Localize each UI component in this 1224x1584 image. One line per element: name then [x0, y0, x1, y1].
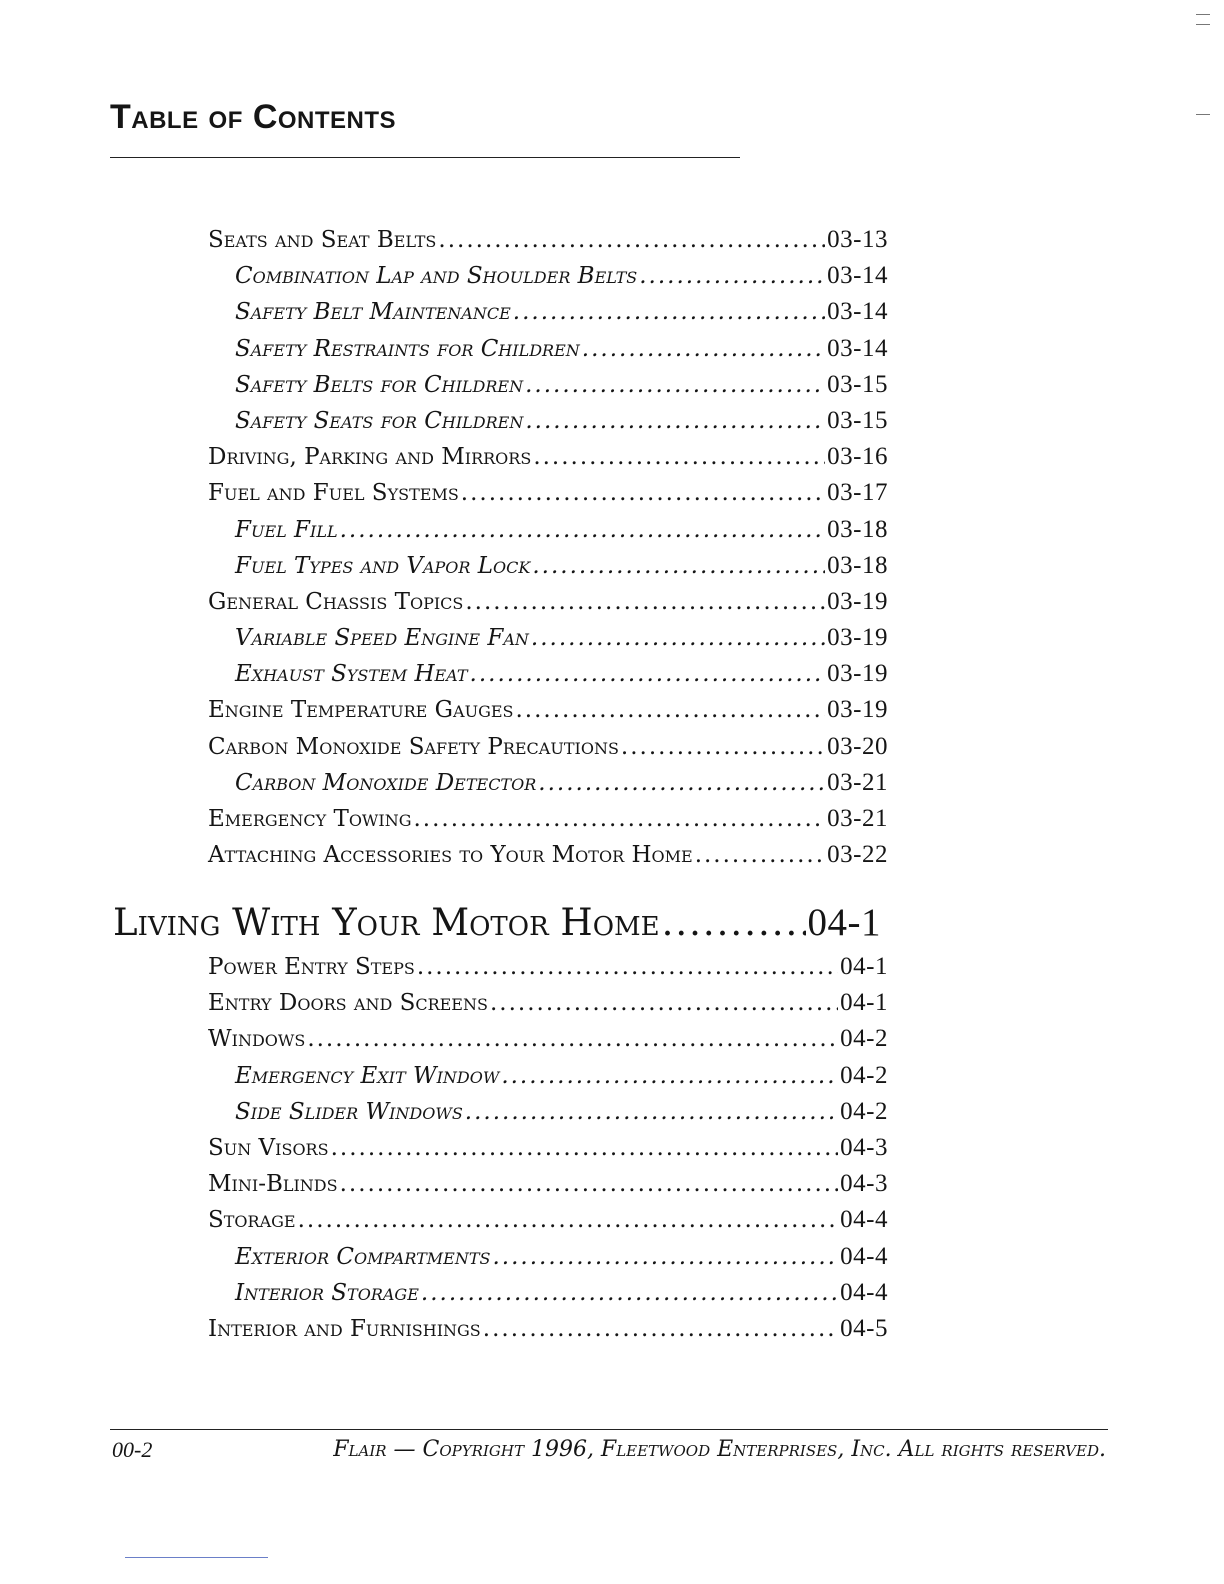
toc-entry-title: Fuel Types and Vapor Lock — [235, 552, 531, 579]
toc-entry-page: 03-18 — [827, 551, 888, 579]
toc-entry[interactable] — [208, 222, 888, 258]
section-title: Living With Your Motor Home — [113, 901, 660, 944]
toc-entry-page: 03-22 — [827, 841, 888, 869]
toc-entry-title: Mini-Blinds — [208, 1171, 338, 1198]
margin-mark — [1196, 14, 1210, 15]
toc-entry-page: 03-14 — [827, 262, 888, 290]
toc-entry-title: Driving, Parking and Mirrors — [208, 444, 532, 471]
toc-entry-title: Carbon Monoxide Safety Precautions — [208, 733, 619, 760]
dot-leader — [533, 439, 825, 475]
toc-entry-page: 04-4 — [840, 1206, 888, 1234]
dot-leader — [417, 949, 838, 985]
title-divider — [110, 157, 740, 158]
toc-entry-page: 03-18 — [827, 515, 888, 543]
toc-entry[interactable] — [208, 1021, 888, 1057]
toc-entry[interactable] — [208, 949, 888, 985]
toc-entry-title: Safety Restraints for Children — [235, 335, 580, 362]
dot-leader — [421, 1275, 838, 1311]
toc-entry[interactable] — [208, 367, 888, 403]
toc-entry[interactable] — [208, 1202, 888, 1238]
toc-entry-page: 03-16 — [827, 443, 888, 471]
toc-entry-title: Combination Lap and Shoulder Belts — [235, 263, 638, 290]
toc-entry[interactable] — [208, 403, 888, 439]
toc-list-chapter-3 — [208, 222, 888, 873]
toc-entry-page: 03-15 — [827, 406, 888, 434]
dot-leader — [695, 837, 825, 873]
dot-leader — [465, 1094, 838, 1130]
toc-entry-page: 04-4 — [840, 1242, 888, 1270]
page-title: Table of Contents — [110, 98, 397, 136]
toc-entry-page: 03-15 — [827, 370, 888, 398]
toc-entry[interactable] — [208, 475, 888, 511]
toc-entry-title: Fuel and Fuel Systems — [208, 480, 459, 507]
toc-entry-page: 04-4 — [840, 1278, 888, 1306]
dot-leader — [525, 403, 825, 439]
toc-entry[interactable] — [208, 1275, 888, 1311]
toc-entry[interactable] — [208, 801, 888, 837]
dot-leader — [483, 1311, 838, 1347]
toc-entry[interactable] — [208, 512, 888, 548]
toc-entry[interactable] — [208, 1058, 888, 1094]
toc-entry-page: 03-19 — [827, 696, 888, 724]
toc-entry-page: 03-19 — [827, 624, 888, 652]
toc-entry-title: Power Entry Steps — [208, 954, 415, 980]
toc-entry-title: Safety Belt Maintenance — [235, 299, 511, 326]
footer-divider — [110, 1429, 1108, 1430]
toc-entry-page: 04-2 — [840, 1097, 888, 1125]
dot-leader — [525, 367, 825, 403]
toc-entry-title: Safety Belts for Children — [235, 371, 524, 398]
toc-entry[interactable] — [208, 1239, 888, 1275]
toc-entry[interactable] — [208, 1311, 888, 1347]
dot-leader — [470, 656, 826, 692]
dot-leader — [582, 331, 825, 367]
toc-entry-title: Storage — [208, 1207, 296, 1234]
toc-entry[interactable] — [208, 1094, 888, 1130]
toc-entry[interactable] — [208, 294, 888, 330]
toc-entry-page: 03-19 — [827, 587, 888, 615]
footer-copyright: Flair — Copyright 1996, Fleetwood Enterprises, Inc. All rights reserved. — [333, 1437, 1106, 1462]
toc-entry-page: 04-1 — [840, 953, 888, 980]
toc-entry-page: 04-5 — [840, 1314, 888, 1342]
toc-entry-page: 04-2 — [840, 1025, 888, 1053]
dot-leader — [307, 1021, 838, 1057]
toc-entry-title: Engine Temperature Gauges — [208, 697, 514, 724]
toc-entry-page: 03-17 — [827, 479, 888, 507]
toc-entry[interactable] — [208, 331, 888, 367]
toc-entry-page: 03-21 — [827, 805, 888, 832]
toc-entry[interactable] — [208, 765, 888, 801]
footer-page-number: 00-2 — [112, 1437, 153, 1462]
toc-entry-title: Windows — [208, 1026, 306, 1053]
toc-entry-page: 03-19 — [827, 660, 888, 688]
toc-entry-title: Fuel Fill — [235, 516, 338, 543]
section-page-number: 04-1 — [807, 901, 881, 944]
toc-entry-title: Exterior Compartments — [235, 1243, 491, 1270]
toc-entry-page: 04-2 — [840, 1061, 888, 1089]
toc-entry-title: Exhaust System Heat — [235, 661, 468, 688]
toc-entry-page: 03-20 — [827, 732, 888, 760]
toc-entry-title: Emergency Exit Window — [235, 1062, 500, 1089]
toc-entry[interactable] — [208, 548, 888, 584]
margin-mark — [1196, 24, 1210, 25]
toc-entry[interactable] — [208, 439, 888, 475]
dot-leader — [465, 584, 825, 620]
toc-entry[interactable] — [208, 729, 888, 765]
toc-entry[interactable] — [208, 656, 888, 692]
dot-leader — [513, 294, 825, 330]
dot-leader — [532, 548, 825, 584]
toc-entry-page: 03-14 — [827, 298, 888, 326]
toc-entry-page: 03-13 — [827, 226, 888, 253]
toc-entry-page: 03-21 — [827, 768, 888, 796]
toc-entry-title: Interior Storage — [235, 1279, 419, 1306]
dot-leader — [340, 1166, 839, 1202]
toc-entry-title: Carbon Monoxide Detector — [235, 769, 537, 796]
toc-entry-title: General Chassis Topics — [208, 588, 464, 615]
toc-entry-page: 04-3 — [840, 1133, 888, 1161]
dot-leader — [621, 729, 825, 765]
toc-entry[interactable] — [208, 837, 888, 873]
toc-entry-title: Emergency Towing — [208, 806, 412, 832]
dot-leader — [492, 1239, 838, 1275]
dot-leader — [331, 1130, 839, 1166]
toc-entry[interactable] — [208, 692, 888, 728]
toc-entry[interactable] — [208, 1130, 888, 1166]
toc-entry-title: Entry Doors and Screens — [208, 990, 488, 1017]
toc-entry[interactable] — [208, 1166, 888, 1202]
toc-entry-title: Seats and Seat Belts — [208, 227, 437, 253]
toc-section-heading[interactable] — [113, 900, 881, 946]
dot-leader — [639, 258, 825, 294]
dot-leader — [438, 222, 825, 258]
toc-entry-title: Interior and Furnishings — [208, 1315, 481, 1342]
toc-entry-title: Attaching Accessories to Your Motor Home — [208, 842, 693, 869]
toc-entry-title: Sun Visors — [208, 1134, 329, 1161]
toc-entry-title: Safety Seats for Children — [235, 407, 524, 434]
dot-leader — [461, 475, 825, 511]
toc-entry-page: 03-14 — [827, 334, 888, 362]
dot-leader — [531, 620, 825, 656]
dot-leader — [413, 801, 825, 837]
margin-mark — [1196, 114, 1210, 115]
toc-list-chapter-4 — [208, 949, 888, 1347]
dot-leader — [298, 1202, 839, 1238]
toc-entry-page: 04-3 — [840, 1170, 888, 1198]
toc-entry[interactable] — [208, 258, 888, 294]
toc-entry-title: Side Slider Windows — [235, 1098, 463, 1125]
toc-entry[interactable] — [208, 584, 888, 620]
toc-entry[interactable] — [208, 985, 888, 1021]
toc-entry-title: Variable Speed Engine Fan — [235, 625, 529, 652]
toc-entry[interactable] — [208, 620, 888, 656]
dot-leader — [538, 765, 825, 801]
scan-mark — [125, 1557, 268, 1558]
toc-entry-page: 04-1 — [840, 989, 888, 1017]
dot-leader — [516, 692, 826, 728]
dot-leader — [501, 1058, 838, 1094]
dot-leader — [340, 512, 826, 548]
dot-leader — [662, 900, 806, 946]
dot-leader — [490, 985, 838, 1021]
